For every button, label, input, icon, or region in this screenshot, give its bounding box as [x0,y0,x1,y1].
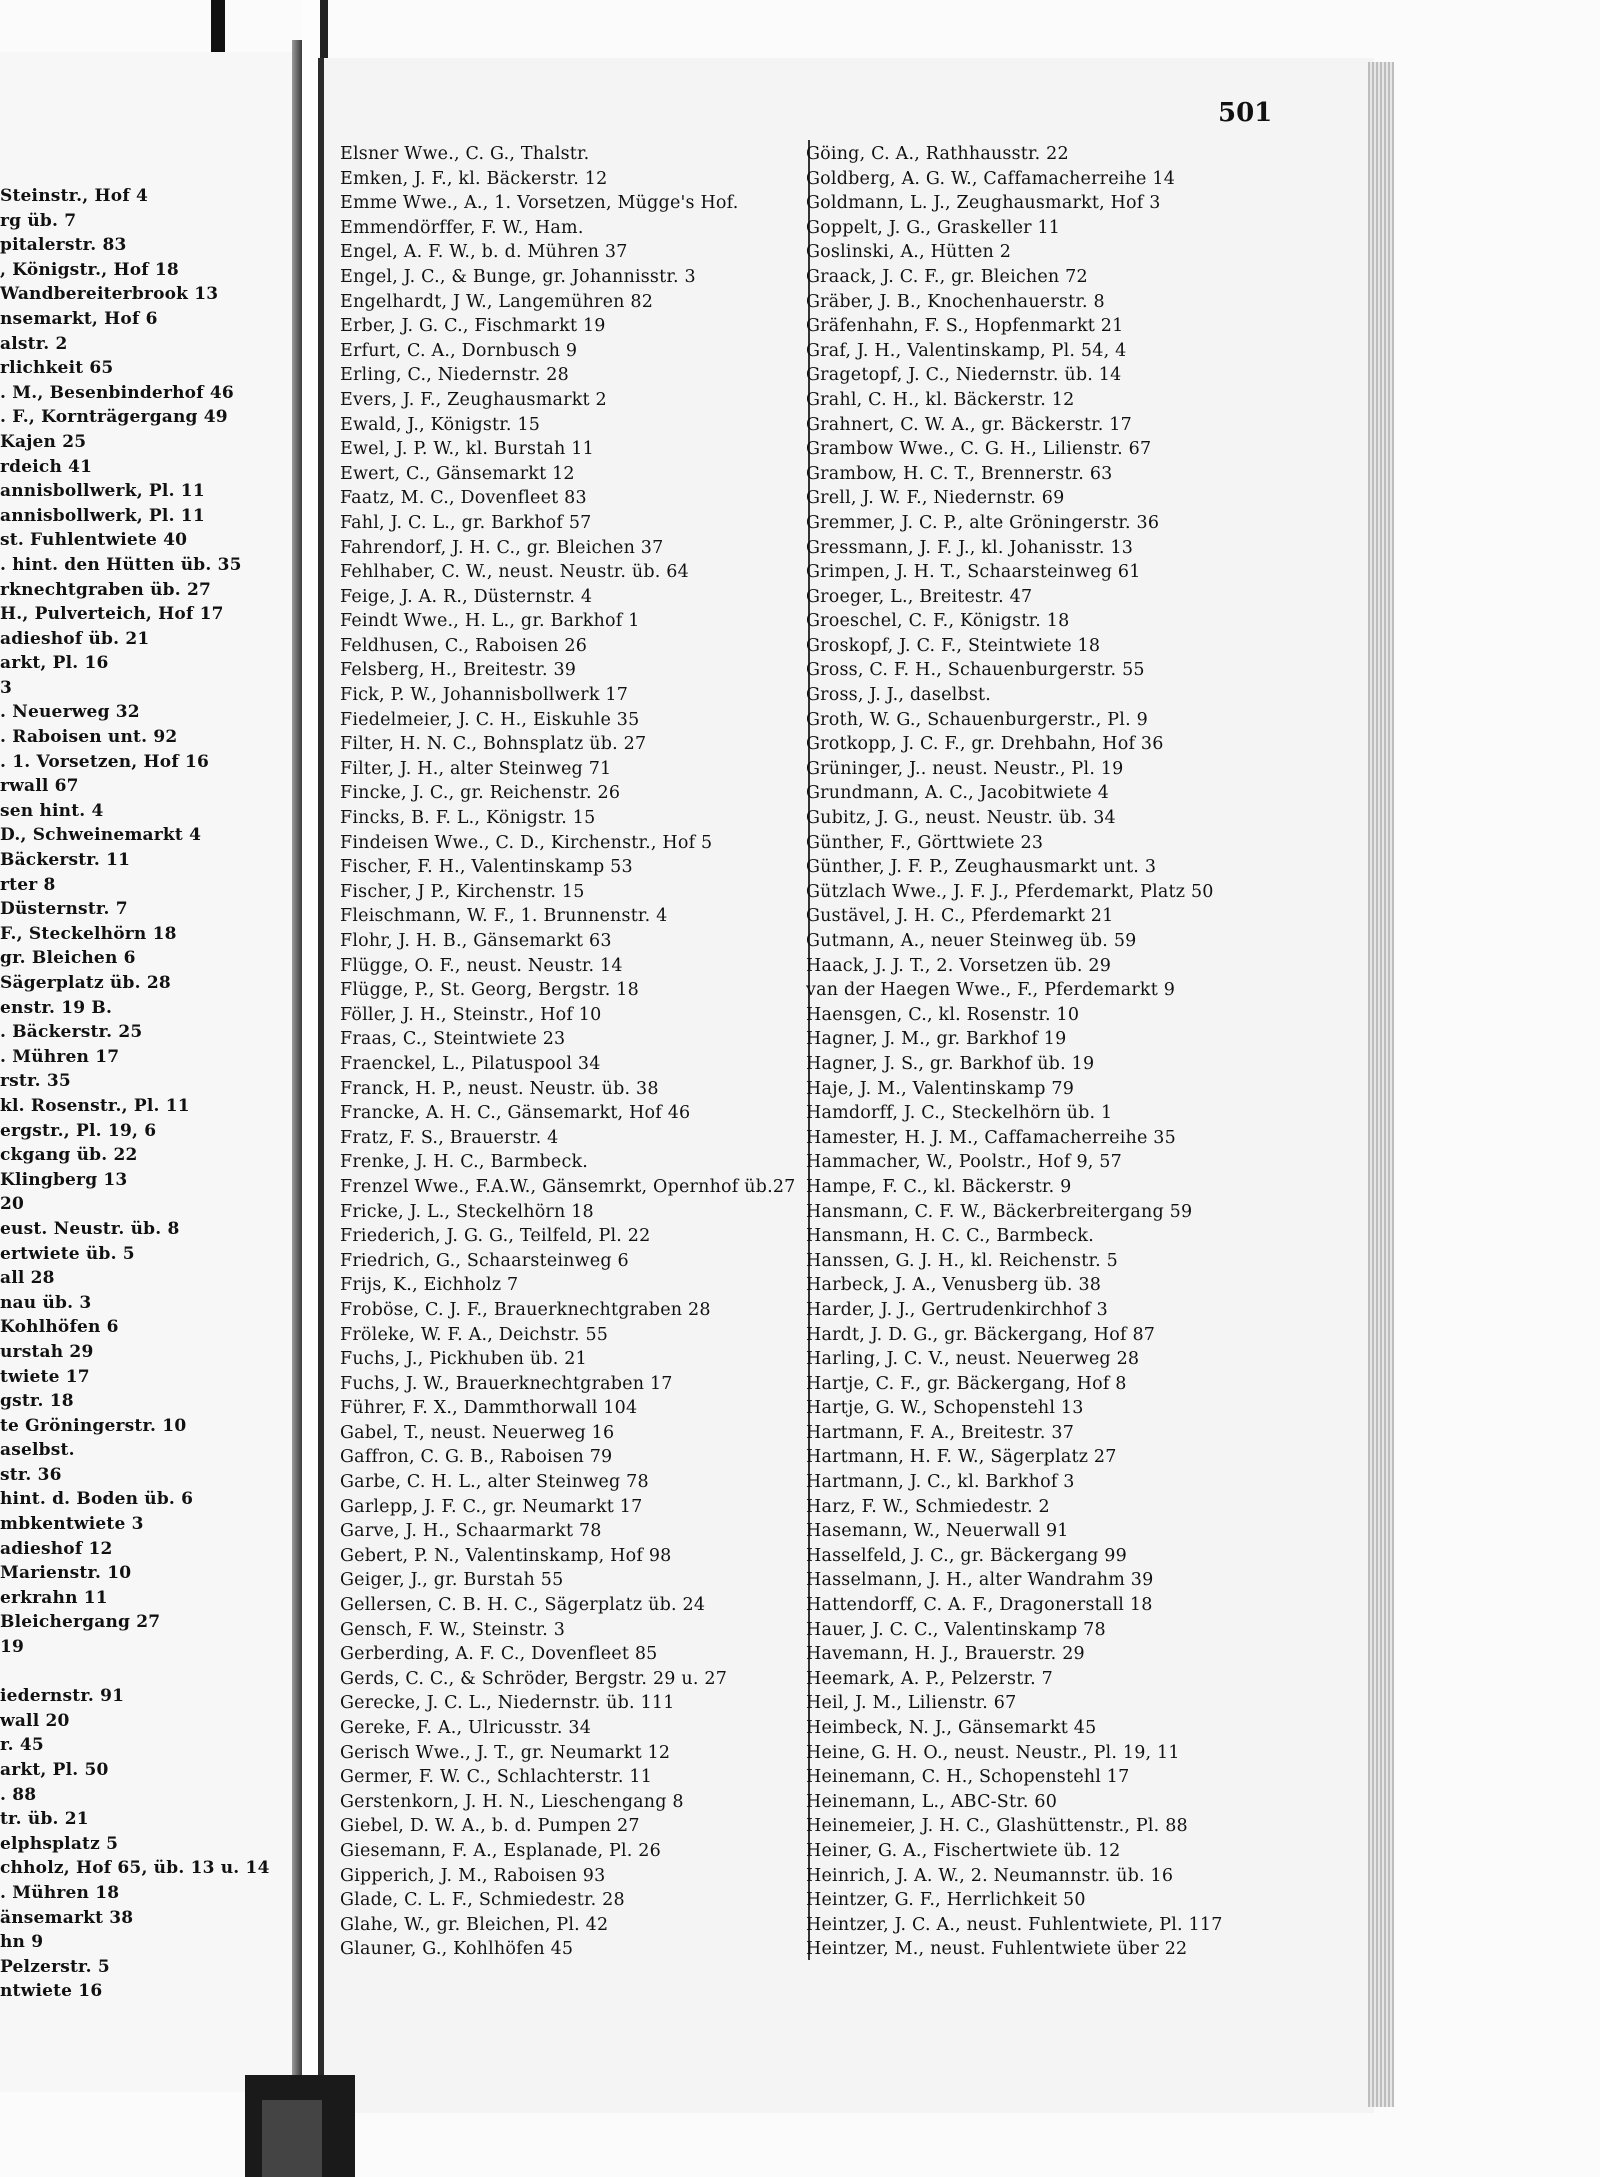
directory-entry: Heinrich, J. A. W., 2. Neumannstr. üb. 16 [806,1865,1174,1886]
directory-entry: Gross, C. F. H., Schauenburgerstr. 55 [806,660,1145,681]
directory-entry: Ewert, C., Gänsemarkt 12 [340,463,575,484]
directory-entry: Garve, J. H., Schaarmarkt 78 [340,1521,602,1542]
directory-entry: Hartje, C. F., gr. Bäckergang, Hof 8 [806,1373,1127,1394]
directory-entry: Goldberg, A. G. W., Caffamacherreihe 14 [806,168,1176,189]
directory-entry: Gross, J. J., daselbst. [806,685,992,706]
left-page-entry: twiete 17 [0,1366,90,1387]
left-page-entry: adieshof 12 [0,1538,113,1559]
left-page-entry: Bäckerstr. 11 [0,850,131,871]
directory-entry: Findeisen Wwe., C. D., Kirchenstr., Hof 5 [340,832,713,853]
directory-entry: Führer, F. X., Dammthorwall 104 [340,1398,638,1419]
left-page-entry: hint. d. Boden üb. 6 [0,1489,194,1510]
left-page-entry: . hint. den Hütten üb. 35 [0,554,242,575]
left-page-entry: sen hint. 4 [0,800,104,821]
directory-entry: Filter, J. H., alter Steinweg 71 [340,758,612,779]
directory-entry: Goslinski, A., Hütten 2 [806,242,1012,263]
left-page-entry: Wandbereiterbrook 13 [0,284,219,305]
left-page-entry: aselbst. [0,1440,75,1461]
left-page-entry: gstr. 18 [0,1391,74,1412]
directory-entry: Friedrich, G., Schaarsteinweg 6 [340,1250,629,1271]
directory-entry: Hammacher, W., Poolstr., Hof 9, 57 [806,1152,1122,1173]
directory-entry: Glahe, W., gr. Bleichen, Pl. 42 [340,1914,609,1935]
directory-entry: Fincks, B. F. L., Königstr. 15 [340,808,596,829]
directory-entry: Friederich, J. G. G., Teilfeld, Pl. 22 [340,1226,651,1247]
directory-entry: Fehlhaber, C. W., neust. Neustr. üb. 64 [340,562,689,583]
left-page-entry: Kohlhöfen 6 [0,1317,119,1338]
left-page-entry: str. 36 [0,1464,62,1485]
left-page-entry: ckgang üb. 22 [0,1145,138,1166]
directory-entry: Groskopf, J. C. F., Steintwiete 18 [806,635,1101,656]
directory-entry: Fraas, C., Steintwiete 23 [340,1029,566,1050]
directory-entry: Ewald, J., Königstr. 15 [340,414,541,435]
directory-entry: Gützlach Wwe., J. F. J., Pferdemarkt, Platz 50 [806,881,1214,902]
left-page-entry: chholz, Hof 65, üb. 13 u. 14 [0,1858,270,1879]
left-page-entry: Düsternstr. 7 [0,899,128,920]
directory-entry: Feige, J. A. R., Düsternstr. 4 [340,586,593,607]
directory-entry: Emme Wwe., A., 1. Vorsetzen, Mügge's Hof. [340,193,739,214]
directory-entry: Franck, H. P., neust. Neustr. üb. 38 [340,1078,659,1099]
directory-entry: Heintzer, G. F., Herrlichkeit 50 [806,1890,1086,1911]
directory-entry: Heimbeck, N. J., Gänsemarkt 45 [806,1718,1097,1738]
directory-entry: Graf, J. H., Valentinskamp, Pl. 54, 4 [806,340,1127,361]
directory-entry: Geiger, J., gr. Burstah 55 [340,1570,564,1591]
directory-entry: Fricke, J. L., Steckelhörn 18 [340,1201,594,1222]
page-stack-edge [1368,62,1394,2107]
left-page-entry: adieshof üb. 21 [0,628,150,649]
left-page-entry: 20 [0,1194,25,1215]
directory-entry: Glade, C. L. F., Schmiedestr. 28 [340,1890,625,1911]
left-page-entry: Sägerplatz üb. 28 [0,973,171,993]
directory-entry: Harbeck, J. A., Venusberg üb. 38 [806,1275,1102,1296]
left-page-entry: arkt, Pl. 16 [0,653,109,674]
directory-entry: Frenke, J. H. C., Barmbeck. [340,1152,589,1173]
directory-entry: Frenzel Wwe., F.A.W., Gänsemrkt, Opernhof üb.27 [340,1176,796,1197]
directory-entry: Hasselmann, J. H., alter Wandrahm 39 [806,1570,1154,1591]
left-page-entry: rwall 67 [0,776,79,797]
left-page-entry: mbkentwiete 3 [0,1514,144,1535]
left-page-entry: nsemarkt, Hof 6 [0,308,158,329]
left-page-entry: urstah 29 [0,1341,94,1362]
directory-entry: Erber, J. G. C., Fischmarkt 19 [340,316,606,337]
left-page-entry: Kajen 25 [0,431,87,452]
directory-entry: Gräber, J. B., Knochenhauerstr. 8 [806,291,1105,312]
left-page-entry: rstr. 35 [0,1071,71,1092]
left-page-entry: . Raboisen unt. 92 [0,727,178,748]
directory-entry: Gressmann, J. F. J., kl. Johanisstr. 13 [806,537,1134,558]
directory-entry: Fleischmann, W. F., 1. Brunnenstr. 4 [340,906,668,927]
left-page-entry: . Bäckerstr. 25 [0,1022,143,1043]
directory-entry: Francke, A. H. C., Gänsemarkt, Hof 46 [340,1103,691,1124]
directory-entry: Gremmer, J. C. P., alte Gröningerstr. 36 [806,512,1160,533]
directory-entry: Harz, F. W., Schmiedestr. 2 [806,1496,1050,1517]
directory-entry: Fischer, F. H., Valentinskamp 53 [340,857,633,878]
directory-entry: Erling, C., Niedernstr. 28 [340,365,569,386]
left-page-entry: r. 45 [0,1735,44,1756]
directory-entry: Grundmann, A. C., Jacobitwiete 4 [806,783,1110,804]
directory-entry: Hasemann, W., Neuerwall 91 [806,1521,1069,1542]
left-page-entry: tr. üb. 21 [0,1809,89,1830]
left-page-column [0,184,292,2004]
directory-entry: Ewel, J. P. W., kl. Burstah 11 [340,439,594,460]
directory-entry: Gerds, C. C., & Schröder, Bergstr. 29 u. 27 [340,1668,728,1689]
directory-entry: Gerecke, J. C. L., Niedernstr. üb. 111 [340,1693,675,1714]
left-page-entry: . 88 [0,1784,37,1805]
left-page-entry: D., Schweinemarkt 4 [0,825,202,846]
directory-entry: Gabel, T., neust. Neuerweg 16 [340,1422,615,1443]
page-number: 501 [1218,98,1273,128]
left-page-entry: rlichkeit 65 [0,358,114,379]
directory-entry: Hartmann, F. A., Breitestr. 37 [806,1422,1075,1443]
directory-entry: Flohr, J. H. B., Gänsemarkt 63 [340,931,612,951]
left-page-entry: . Neuerweg 32 [0,702,140,723]
directory-entry: Flügge, P., St. Georg, Bergstr. 18 [340,980,639,1001]
left-page-entry: ergstr., Pl. 19, 6 [0,1120,157,1141]
left-page-entry: te Gröningerstr. 10 [0,1415,187,1436]
directory-entry: Felsberg, H., Breitestr. 39 [340,660,577,681]
left-page-entry: hn 9 [0,1932,44,1953]
left-page-entry: enstr. 19 B. [0,997,113,1018]
directory-entry: Glauner, G., Kohlhöfen 45 [340,1939,574,1960]
directory-entry: Föller, J. H., Steinstr., Hof 10 [340,1004,602,1025]
left-page-entry: Klingberg 13 [0,1169,128,1190]
directory-entry: Hartmann, H. F. W., Sägerplatz 27 [806,1447,1117,1468]
directory-entry: Fröleke, W. F. A., Deichstr. 55 [340,1324,609,1345]
directory-entry: Fuchs, J. W., Brauerknechtgraben 17 [340,1373,673,1394]
directory-entry: Heemark, A. P., Pelzerstr. 7 [806,1668,1053,1689]
left-page-entry: rknechtgraben üb. 27 [0,579,212,600]
left-page-entry: F., Steckelhörn 18 [0,923,177,944]
directory-entry: Grotkopp, J. C. F., gr. Drehbahn, Hof 36 [806,734,1164,755]
left-page-entry: rg üb. 7 [0,210,77,231]
directory-entry: Gellersen, C. B. H. C., Sägerplatz üb. 24 [340,1595,706,1616]
directory-entry: Gustävel, J. H. C., Pferdemarkt 21 [806,906,1114,927]
directory-entry: Gerstenkorn, J. H. N., Lieschengang 8 [340,1791,684,1812]
directory-entry: Heintzer, J. C. A., neust. Fuhlentwiete, Pl. 117 [806,1914,1223,1935]
left-page-entry: rter 8 [0,874,56,895]
left-page-entry: erkrahn 11 [0,1587,108,1608]
directory-entry: Gräfenhahn, F. S., Hopfenmarkt 21 [806,316,1124,337]
directory-entry: Froböse, C. J. F., Brauerknechtgraben 28 [340,1299,711,1320]
directory-entry: Grüninger, J.. neust. Neustr., Pl. 19 [806,758,1124,779]
directory-entry: Heintzer, M., neust. Fuhlentwiete über 22 [806,1939,1188,1960]
directory-entry: Giesemann, F. A., Esplanade, Pl. 26 [340,1840,661,1861]
directory-entry: Grambow Wwe., C. G. H., Lilienstr. 67 [806,439,1152,460]
directory-entry: Fraenckel, L., Pilatuspool 34 [340,1053,601,1074]
directory-entry: Giebel, D. W. A., b. d. Pumpen 27 [340,1816,640,1837]
directory-entry: Heiner, G. A., Fischertwiete üb. 12 [806,1840,1121,1861]
directory-entry: Gragetopf, J. C., Niedernstr. üb. 14 [806,365,1122,386]
directory-entry: Grahnert, C. W. A., gr. Bäckerstr. 17 [806,414,1132,435]
directory-entry: Fahl, J. C. L., gr. Barkhof 57 [340,512,592,533]
left-page-entry: kl. Rosenstr., Pl. 11 [0,1095,190,1116]
directory-entry: Engel, J. C., & Bunge, gr. Johannisstr. 3 [340,266,696,287]
left-page-entry: rdeich 41 [0,456,93,477]
directory-entry: Heinemeier, J. H. C., Glashüttenstr., Pl. 88 [806,1816,1188,1837]
directory-entry: Fuchs, J., Pickhuben üb. 21 [340,1349,587,1370]
directory-entry: Feindt Wwe., H. L., gr. Barkhof 1 [340,611,640,632]
directory-entry: Fick, P. W., Johannisbollwerk 17 [340,685,629,706]
directory-entry: Hartmann, J. C., kl. Barkhof 3 [806,1472,1075,1493]
directory-entry: Göing, C. A., Rathhausstr. 22 [806,144,1069,164]
left-page-entry: 3 [0,677,13,698]
left-page-entry [0,1660,292,1685]
left-page-entry: pitalerstr. 83 [0,235,127,256]
left-page-entry: iedernstr. 91 [0,1686,125,1707]
left-page-entry: . M., Besenbinderhof 46 [0,382,234,403]
left-page-entry: annisbollwerk, Pl. 11 [0,505,205,526]
directory-entry: Garlepp, J. F. C., gr. Neumarkt 17 [340,1496,643,1517]
directory-column-right [806,142,1336,1962]
directory-entry: Heine, G. H. O., neust. Neustr., Pl. 19, 11 [806,1742,1180,1763]
directory-entry: Goldmann, L. J., Zeughausmarkt, Hof 3 [806,193,1161,214]
directory-entry: Fratz, F. S., Brauerstr. 4 [340,1127,559,1148]
directory-entry: Gebert, P. N., Valentinskamp, Hof 98 [340,1545,672,1566]
directory-entry: Gutmann, A., neuer Steinweg üb. 59 [806,931,1137,951]
left-page-entry: st. Fuhlentwiete 40 [0,530,188,551]
left-page-entry: , Königstr., Hof 18 [0,259,179,280]
left-page-entry: änsemarkt 38 [0,1907,134,1928]
directory-entry: Elsner Wwe., C. G., Thalstr. [340,144,590,164]
directory-entry: Grahl, C. H., kl. Bäckerstr. 12 [806,389,1075,410]
left-page-entry: Steinstr., Hof 4 [0,186,148,206]
left-page-entry: Bleichergang 27 [0,1612,161,1633]
directory-entry: Harder, J. J., Gertrudenkirchhof 3 [806,1299,1108,1320]
directory-entry: Hattendorff, C. A. F., Dragonerstall 18 [806,1595,1153,1616]
directory-entry: Hansmann, C. F. W., Bäckerbreitergang 59 [806,1201,1193,1222]
left-page-entry: 19 [0,1637,25,1658]
directory-entry: Hasselfeld, J. C., gr. Bäckergang 99 [806,1545,1127,1566]
directory-entry: Fahrendorf, J. H. C., gr. Bleichen 37 [340,537,664,558]
directory-entry: Hamester, H. J. M., Caffamacherreihe 35 [806,1127,1176,1148]
left-page-entry: H., Pulverteich, Hof 17 [0,604,224,625]
directory-entry: Günther, F., Görttwiete 23 [806,832,1044,853]
directory-entry: Hardt, J. D. G., gr. Bäckergang, Hof 87 [806,1324,1156,1345]
directory-entry: Grell, J. W. F., Niedernstr. 69 [806,488,1065,509]
directory-entry: Emken, J. F., kl. Bäckerstr. 12 [340,168,608,189]
directory-entry: Gipperich, J. M., Raboisen 93 [340,1865,606,1886]
directory-entry: Hartje, G. W., Schopenstehl 13 [806,1398,1084,1419]
directory-entry: Grambow, H. C. T., Brennerstr. 63 [806,463,1113,484]
directory-entry: Frijs, K., Eichholz 7 [340,1275,519,1296]
left-page-entry: eust. Neustr. üb. 8 [0,1218,180,1239]
directory-entry: Groeger, L., Breitestr. 47 [806,586,1033,607]
directory-entry: Fischer, J P., Kirchenstr. 15 [340,881,585,902]
directory-entry: Engel, A. F. W., b. d. Mühren 37 [340,242,628,263]
directory-entry: Feldhusen, C., Raboisen 26 [340,635,588,656]
directory-entry: Emmendörffer, F. W., Ham. [340,217,584,238]
directory-entry: Hansmann, H. C. C., Barmbeck. [806,1226,1094,1247]
directory-entry: Haack, J. J. T., 2. Vorsetzen üb. 29 [806,955,1112,976]
directory-entry: Haje, J. M., Valentinskamp 79 [806,1078,1075,1099]
left-page-entry: . Mühren 17 [0,1046,120,1067]
left-page-entry: . 1. Vorsetzen, Hof 16 [0,751,210,772]
directory-entry: Hagner, J. S., gr. Barkhof üb. 19 [806,1053,1095,1074]
directory-entry: Günther, J. F. P., Zeughausmarkt unt. 3 [806,857,1157,878]
directory-entry: Fiedelmeier, J. C. H., Eiskuhle 35 [340,709,640,730]
directory-entry: Groeschel, C. F., Königstr. 18 [806,611,1070,632]
directory-entry: Heil, J. M., Lilienstr. 67 [806,1693,1017,1714]
directory-entry: Germer, F. W. C., Schlachterstr. 11 [340,1767,653,1788]
left-page-entry: alstr. 2 [0,333,68,354]
directory-entry: Gerisch Wwe., J. T., gr. Neumarkt 12 [340,1742,671,1763]
left-page-entry: nau üb. 3 [0,1292,92,1313]
left-page [0,52,292,2092]
directory-entry: Hanssen, G. J. H., kl. Reichenstr. 5 [806,1250,1118,1271]
directory-entry: Filter, H. N. C., Bohnsplatz üb. 27 [340,734,647,755]
directory-entry: Garbe, C. H. L., alter Steinweg 78 [340,1472,649,1493]
left-page-entry: Marienstr. 10 [0,1563,132,1584]
left-page-entry: . Mühren 18 [0,1882,120,1903]
directory-entry: Hagner, J. M., gr. Barkhof 19 [806,1029,1067,1050]
directory-entry: Gubitz, J. G., neust. Neustr. üb. 34 [806,808,1116,829]
directory-entry: van der Haegen Wwe., F., Pferdemarkt 9 [806,980,1176,1001]
left-page-entry: elphsplatz 5 [0,1833,119,1854]
directory-entry: Evers, J. F., Zeughausmarkt 2 [340,389,607,410]
left-page-entry: gr. Bleichen 6 [0,948,136,969]
left-page-entry: Pelzerstr. 5 [0,1956,110,1977]
directory-entry: Erfurt, C. A., Dornbusch 9 [340,340,578,361]
directory-entry: Haensgen, C., kl. Rosenstr. 10 [806,1004,1080,1025]
directory-entry: Fincke, J. C., gr. Reichenstr. 26 [340,783,621,804]
directory-entry: Harling, J. C. V., neust. Neuerweg 28 [806,1349,1140,1370]
left-page-entry: ertwiete üb. 5 [0,1243,135,1264]
directory-entry: Flügge, O. F., neust. Neustr. 14 [340,955,623,976]
left-page-entry: all 28 [0,1268,55,1289]
directory-entry: Engelhardt, J W., Langemühren 82 [340,291,654,312]
binding-strip-bottom-inner [262,2100,322,2177]
directory-entry: Hamdorff, J. C., Steckelhörn üb. 1 [806,1103,1113,1124]
directory-entry: Gensch, F. W., Steinstr. 3 [340,1619,566,1640]
directory-entry: Gaffron, C. G. B., Raboisen 79 [340,1447,613,1468]
directory-column-middle [340,142,810,1962]
directory-entry: Gerberding, A. F. C., Dovenfleet 85 [340,1644,658,1665]
left-page-entry: ntwiete 16 [0,1981,103,2002]
directory-entry: Havemann, H. J., Brauerstr. 29 [806,1644,1085,1665]
directory-entry: Goppelt, J. G., Graskeller 11 [806,217,1061,238]
directory-entry: Grimpen, J. H. T., Schaarsteinweg 61 [806,562,1141,583]
left-page-entry: arkt, Pl. 50 [0,1760,109,1780]
directory-entry: Faatz, M. C., Dovenfleet 83 [340,488,587,509]
left-page-entry: . F., Kornträgergang 49 [0,407,228,428]
directory-entry: Heinemann, C. H., Schopenstehl 17 [806,1767,1130,1788]
directory-entry: Hauer, J. C. C., Valentinskamp 78 [806,1619,1106,1640]
left-page-edge [292,40,302,2110]
directory-entry: Heinemann, L., ABC-Str. 60 [806,1791,1058,1812]
directory-entry: Hampe, F. C., kl. Bäckerstr. 9 [806,1176,1072,1197]
directory-entry: Groth, W. G., Schauenburgerstr., Pl. 9 [806,709,1148,730]
left-page-entry: wall 20 [0,1710,70,1731]
directory-entry: Graack, J. C. F., gr. Bleichen 72 [806,266,1088,287]
left-page-entry: annisbollwerk, Pl. 11 [0,481,205,502]
directory-entry: Gereke, F. A., Ulricusstr. 34 [340,1718,592,1738]
